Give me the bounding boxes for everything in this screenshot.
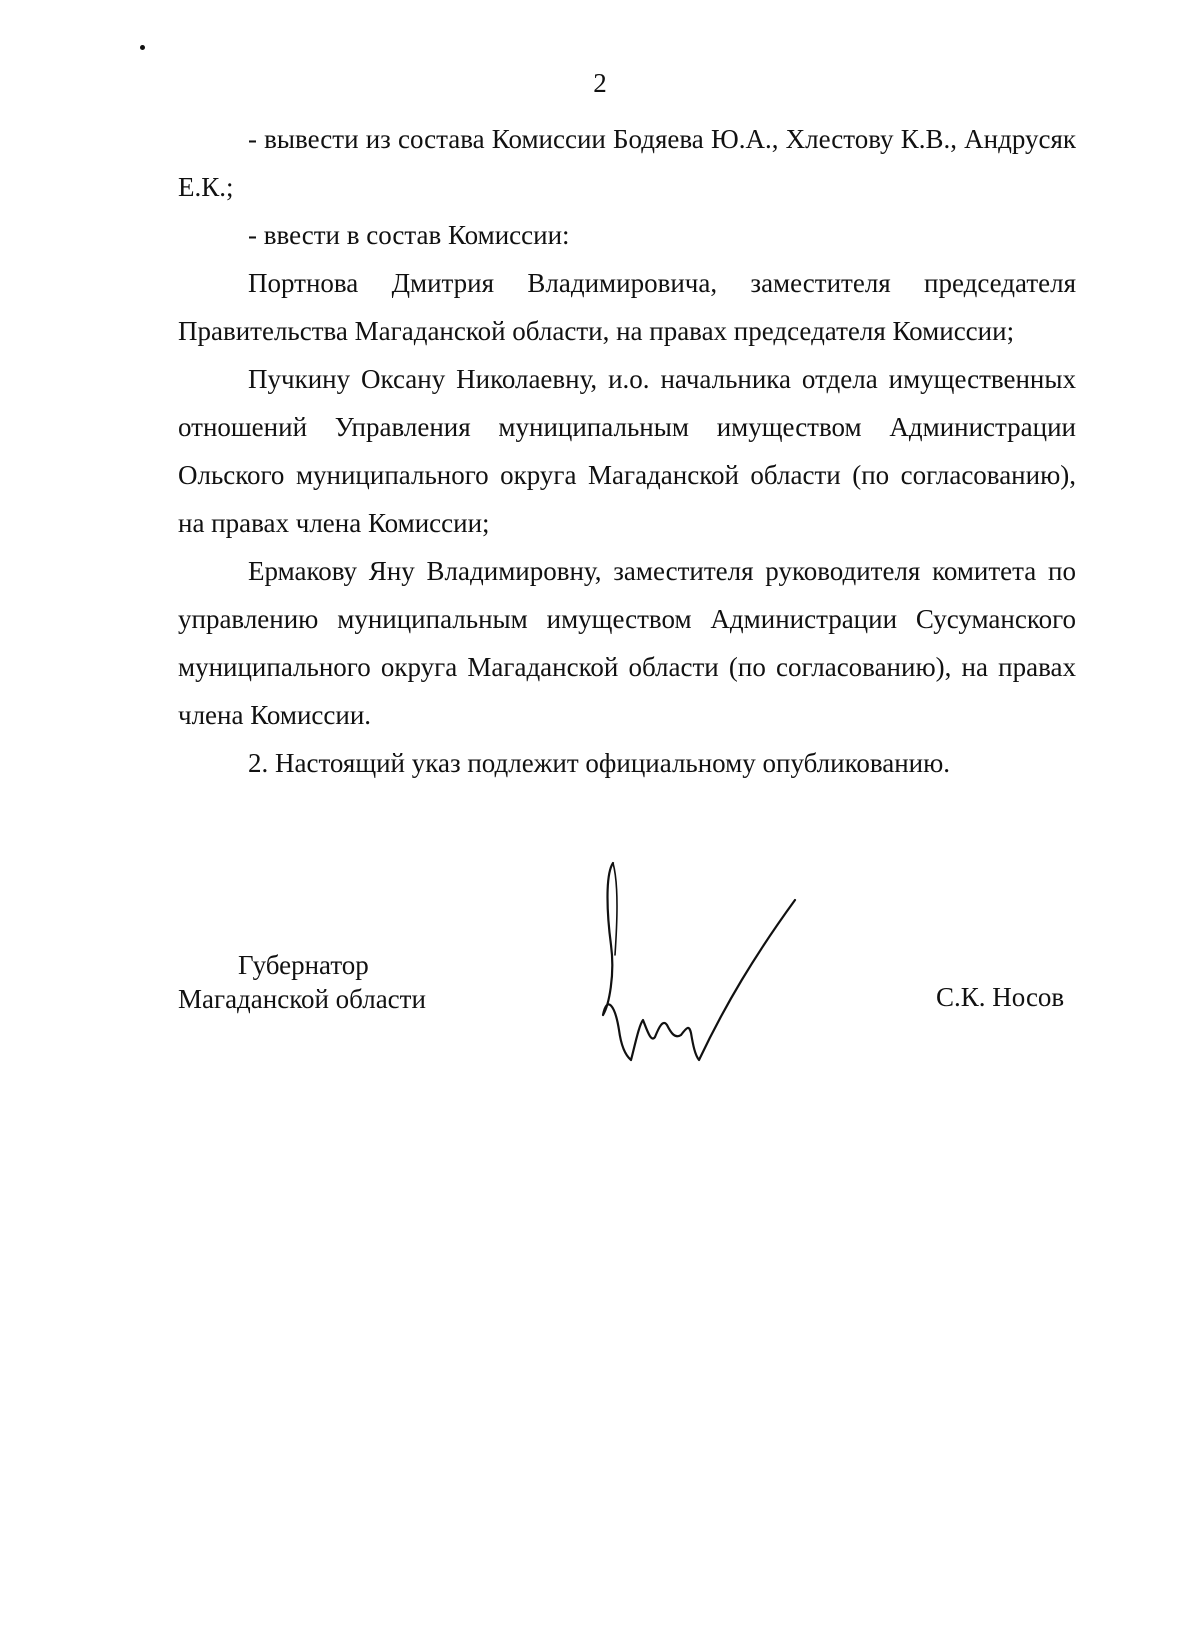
paragraph-publication: 2. Настоящий указ подлежит официальному опубликованию. (248, 748, 951, 778)
signatory-title-line1: Губернатор (238, 950, 369, 980)
paragraph-add-members: - ввести в состав Комиссии: (248, 220, 570, 250)
paragraph-portnov: Портнова Дмитрия Владимировича, заместителя председателя Правительства Магаданской области, на правах председателя Комиссии; (178, 268, 1076, 346)
signatory-title-line2: Магаданской области (178, 984, 426, 1014)
signatory-name: С.К. Носов (936, 982, 1065, 1012)
page-number: 2 (593, 68, 607, 98)
handwritten-signature (585, 855, 815, 1075)
paragraph-puchkina: Пучкину Оксану Николаевну, и.о. начальника отдела имущественных отношений Управления муниципальным имуществом Администрации Ольского муниципального округа Магаданской области (по согласованию), на правах члена Комиссии; (178, 364, 1076, 538)
scan-dot (140, 45, 145, 50)
document-body (178, 115, 1076, 787)
paragraph-ermakova: Ермакову Яну Владимировну, заместителя руководителя комитета по управлению муниципальным имуществом Администрации Сусуманского муниципального округа Магаданской области (по согласованию), на правах члена Комиссии. (178, 556, 1076, 730)
signatory-title (178, 948, 426, 1016)
paragraph-remove-members: - вывести из состава Комиссии Бодяева Ю.А., Хлестову К.В., Андрусяк Е.К.; (178, 124, 1076, 202)
